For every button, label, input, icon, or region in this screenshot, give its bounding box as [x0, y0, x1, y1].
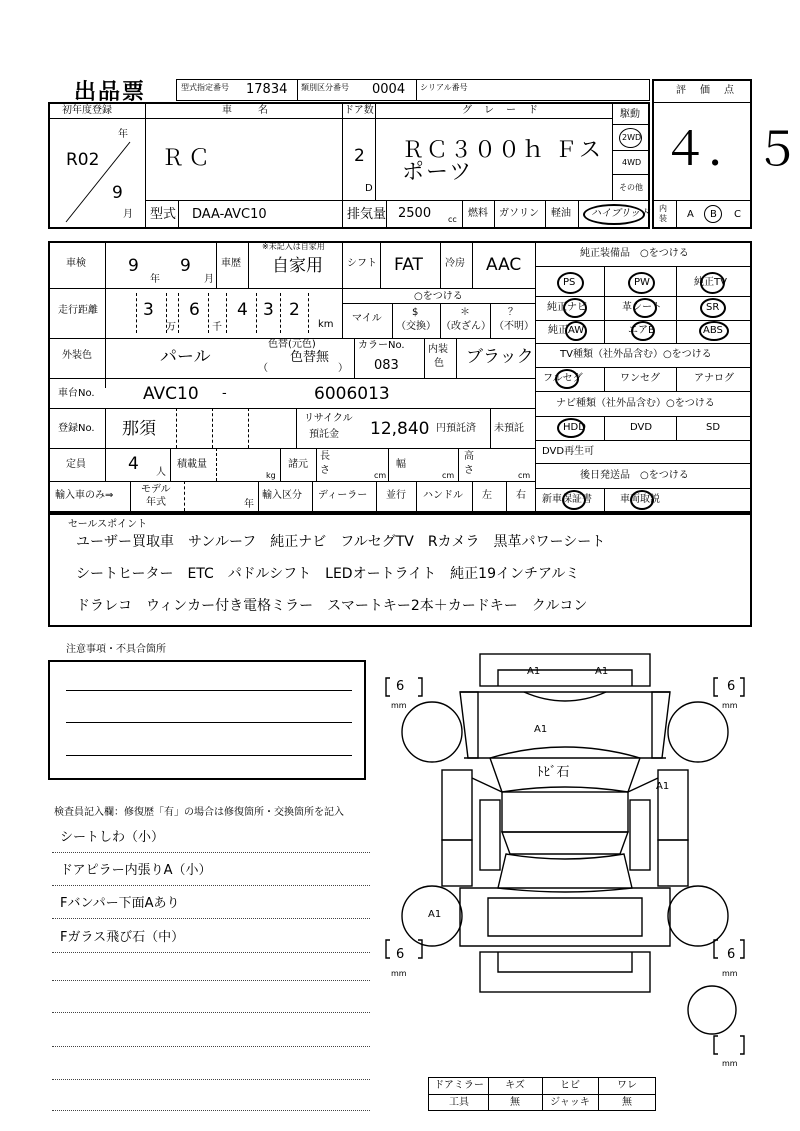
first-reg-year-unit: 年 — [118, 129, 128, 140]
interior-c: C — [734, 209, 741, 220]
tv-oneseg: ワンセグ — [620, 373, 660, 384]
navi-dvd-play: DVD再生可 — [542, 446, 595, 457]
inspector-item-4: Fガラス飛び石（中） — [60, 930, 185, 945]
notes-title: 注意事項・不具合箇所 — [66, 644, 166, 655]
interior-color-label2: 色 — [434, 358, 444, 369]
import-right: 右 — [516, 490, 526, 501]
inspector-title: 検査員記入欄：修復歴「有」の場合は修復箇所・交換箇所を記入 — [54, 807, 344, 818]
tire-fr-mm: mm — [722, 701, 738, 710]
equip-pw: PW — [634, 277, 650, 288]
mileage-digit-2: 6 — [189, 300, 200, 320]
car-name-value: ＲＣ — [162, 146, 215, 171]
chassis-label: 車台No. — [58, 388, 95, 399]
color-no-label: カラーNo. — [358, 340, 405, 351]
equip-ps-circle — [557, 272, 584, 294]
score-value: ４．５ — [662, 122, 800, 176]
mileage-unit: km — [318, 319, 334, 330]
class-no-value: 0004 — [372, 82, 406, 97]
tire-rr-depth: 6 — [727, 947, 736, 962]
fuel-label: 燃料 — [468, 208, 488, 219]
later-title: 後日発送品 ○をつける — [580, 470, 689, 481]
tv-title: TV種類（社外品含む）○をつける — [560, 349, 712, 360]
color-change-value: 色替無 — [290, 350, 330, 365]
equip-airbag: エアB — [628, 325, 655, 336]
chassis-dash: - — [222, 386, 227, 401]
grade-line1: ＲＣ３００ｈ Ｆス — [402, 138, 603, 163]
class-no-label: 類別区分番号 — [301, 83, 349, 92]
tire-fl-mm: mm — [391, 701, 407, 710]
navi-title: ナビ種類（社外品含む）○をつける — [556, 398, 715, 409]
later-warranty: 新車保証書 — [542, 494, 592, 505]
history-note: ※未記入は自家用 — [262, 242, 325, 251]
doors-label: ドア数 — [344, 105, 374, 116]
acc-cell-4: 無 — [622, 1097, 632, 1108]
import-parallel: 並行 — [386, 490, 406, 501]
interior-b: B — [710, 209, 717, 220]
mileage-altered-sym: ＊ — [460, 307, 470, 318]
recycle-label2: 預託金 — [309, 429, 339, 440]
tire-fl-depth: 6 — [396, 679, 405, 694]
equip-tv-circle — [700, 272, 725, 294]
sales-line-1: ユーザー買取車 サンルーフ 純正ナビ フルセグTV Rカメラ 黒革パワーシート — [76, 534, 606, 550]
capacity-value: 4 — [128, 454, 139, 474]
recycle-unit: 円預託済 — [436, 423, 476, 434]
doors-sub: D — [365, 183, 373, 194]
mileage-digit-5: 2 — [289, 300, 300, 320]
acc-cell-1: 工具 — [449, 1097, 469, 1108]
shift-label: シフト — [347, 258, 377, 269]
dims-width: 幅 — [396, 459, 406, 470]
capacity-unit: 人 — [156, 467, 166, 478]
model-value: DAA-AVC10 — [192, 207, 267, 222]
mileage-digit-1: 3 — [143, 300, 154, 320]
later-manual: 車両取説 — [620, 494, 660, 505]
color-value: パール — [160, 347, 211, 367]
tv-fullseg: フルセグ — [543, 373, 583, 384]
chassis-part2: 6006013 — [314, 384, 390, 404]
fuel-diesel: 軽油 — [551, 208, 571, 219]
color-label: 外装色 — [62, 350, 92, 361]
later-warranty-circle — [562, 490, 586, 510]
inspection-month: 9 — [180, 256, 191, 276]
dims-length: 長 — [320, 451, 330, 462]
equip-airbag-circle — [631, 321, 655, 341]
grade-label: グ レ ー ド — [462, 105, 539, 116]
sales-title: セールスポイント — [68, 519, 148, 530]
inspection-month-unit: 月 — [204, 274, 214, 285]
equip-abs-circle — [699, 321, 729, 341]
acc-header-4: ワレ — [617, 1080, 637, 1091]
inspection-label: 車検 — [66, 258, 86, 269]
import-model-label1: モデル — [141, 484, 171, 495]
mileage-label: 走行距離 — [58, 305, 98, 316]
recycle-value: 12,840 — [370, 419, 430, 439]
dims-width-unit: cm — [442, 471, 455, 480]
tire-rr-mm: mm — [722, 969, 738, 978]
first-reg-era: R02 — [66, 150, 100, 170]
fuel-hybrid-circle — [583, 204, 645, 225]
history-value: 自家用 — [272, 256, 323, 276]
dmg-label-2: A1 — [595, 666, 609, 677]
dmg-label-1: A1 — [527, 666, 541, 677]
interior-color-label1: 内装 — [428, 344, 448, 355]
acc-header-1: ドアミラー — [434, 1080, 484, 1091]
mileage-exchange-sym: $ — [412, 307, 419, 318]
tire-rl-depth: 6 — [396, 947, 405, 962]
grade-line2: ポーツ — [402, 160, 474, 185]
acc-cell-3: ジャッキ — [550, 1097, 590, 1108]
tire-rl-mm: mm — [391, 969, 407, 978]
recycle-label1: リサイクル — [304, 413, 353, 424]
equip-aw: 純正AW — [548, 325, 585, 336]
first-reg-month-unit: 月 — [123, 209, 133, 220]
equipment-title: 純正装備品 ○をつける — [580, 248, 689, 259]
navi-hdd: HDD — [563, 422, 586, 433]
registration-label: 登録No. — [58, 423, 95, 434]
import-model-label2: 年式 — [146, 497, 166, 508]
dims-height-sa: さ — [464, 465, 474, 476]
equip-leather-circle — [633, 298, 657, 318]
drive-2wd: 2WD — [622, 133, 642, 142]
equip-aw-circle — [565, 321, 587, 341]
cooler-label: 冷房 — [445, 258, 465, 269]
acc-header-3: ヒビ — [560, 1080, 580, 1091]
tire-spare-mm: mm — [722, 1059, 738, 1068]
equip-abs: ABS — [703, 325, 723, 336]
displacement-unit: cc — [448, 215, 457, 224]
model-label: 型式 — [150, 207, 177, 222]
tv-fullseg-circle — [555, 369, 579, 389]
import-dealer: ディーラー — [318, 490, 368, 501]
serial-label: シリアル番号 — [420, 83, 468, 92]
mileage-digit-3: 4 — [237, 300, 248, 320]
equip-ps: PS — [563, 277, 576, 288]
color-change-label: 色替(元色) — [268, 339, 316, 350]
drive-2wd-circle — [619, 128, 642, 148]
mileage-man: 万 — [166, 322, 176, 333]
recycle-pending: 未預託 — [494, 423, 524, 434]
history-label: 車歴 — [221, 258, 241, 269]
dmg-label-4: ﾄﾋﾞ石 — [537, 765, 570, 780]
doors-value: 2 — [354, 146, 365, 166]
sales-line-2: シートヒーター ETC パドルシフト LEDオートライト 純正19インチアルミ — [76, 566, 580, 582]
navi-dvd: DVD — [630, 422, 653, 433]
import-label: 輸入車のみ⇒ — [55, 490, 114, 501]
navi-hdd-circle — [557, 418, 585, 438]
score-label: 評 価 点 — [676, 85, 736, 96]
color-no-value: 083 — [374, 358, 399, 373]
navi-sd: SD — [706, 422, 721, 433]
equip-tv: 純正TV — [694, 277, 727, 288]
inspector-item-3: Fバンパー下面Aあり — [60, 896, 180, 911]
mileage-circle-note: ○をつける — [414, 291, 463, 302]
shift-value: FAT — [394, 255, 423, 275]
tire-fr-depth: 6 — [727, 679, 736, 694]
car-name-label: 車 名 — [222, 105, 270, 116]
inspector-item-1: シートしわ（小） — [60, 830, 165, 845]
mileage-unknown: （不明） — [494, 321, 534, 332]
mileage-digit-4: 3 — [263, 300, 274, 320]
later-manual-circle — [630, 490, 654, 510]
import-cat-label: 輸入区分 — [262, 490, 302, 501]
acc-header-2: キズ — [505, 1080, 525, 1091]
acc-cell-2: 無 — [510, 1097, 520, 1108]
dims-length-sa: さ — [320, 465, 330, 476]
dmg-label-6: A1 — [428, 909, 442, 920]
import-left: 左 — [482, 490, 492, 501]
displacement-label: 排気量 — [347, 207, 387, 222]
type-no-value: 17834 — [246, 82, 288, 97]
notes-box — [48, 660, 366, 780]
first-reg-label: 初年度登録 — [62, 105, 112, 116]
cooler-value: AAC — [486, 255, 522, 275]
first-reg-month: 9 — [112, 183, 123, 203]
sales-line-3: ドラレコ ウィンカー付き電格ミラー スマートキー2本＋カードキー クルコン — [76, 598, 588, 614]
drive-label: 駆動 — [620, 109, 640, 120]
import-year-unit: 年 — [244, 499, 254, 510]
chassis-part1: AVC10 — [143, 384, 199, 404]
mileage-unknown-sym: ？ — [508, 307, 518, 318]
capacity-label: 定員 — [66, 459, 86, 470]
equip-pw-circle — [628, 272, 655, 294]
interior-label: 内装 — [659, 204, 667, 223]
mileage-altered: （改ざん） — [441, 321, 491, 332]
load-unit: kg — [266, 471, 276, 480]
interior-a: A — [687, 209, 694, 220]
dims-height-unit: cm — [518, 471, 531, 480]
equip-sr-circle — [700, 298, 726, 318]
dmg-label-5: A1 — [656, 781, 670, 792]
fuel-hybrid: ハイブリッド — [591, 208, 650, 219]
color-change-paren: （ ） — [258, 363, 348, 374]
inspector-item-2: ドアピラー内張りA（小） — [60, 863, 212, 878]
drive-other: その他 — [619, 183, 643, 192]
fuel-gasoline: ガソリン — [499, 208, 539, 219]
mileage-mile: マイル — [352, 313, 382, 324]
dims-length-unit: cm — [374, 471, 387, 480]
equip-leather: 革シート — [622, 302, 662, 313]
load-label: 積載量 — [177, 459, 207, 470]
inspection-year-unit: 年 — [150, 274, 160, 285]
drive-4wd: 4WD — [622, 158, 642, 167]
registration-value: 那須 — [122, 419, 156, 439]
interior-b-circle — [704, 205, 722, 223]
mileage-sen: 千 — [212, 322, 222, 333]
dmg-label-3: A1 — [534, 724, 548, 735]
type-no-label: 型式指定番号 — [181, 83, 229, 92]
inspection-year: 9 — [128, 256, 139, 276]
displacement-value: 2500 — [398, 206, 432, 221]
import-handle: ハンドル — [423, 490, 463, 501]
mileage-exchange: （交換） — [396, 321, 436, 332]
dims-label: 諸元 — [288, 459, 308, 470]
page-title: 出品票 — [74, 80, 147, 105]
equip-navi-circle — [563, 298, 587, 318]
equip-sr: SR — [706, 302, 720, 313]
car-damage-diagram — [380, 640, 750, 1060]
tv-analog: アナログ — [694, 373, 734, 384]
dims-height: 高 — [464, 451, 474, 462]
equip-navi: 純正ナビ — [547, 302, 587, 313]
interior-color-value: ブラック — [466, 347, 534, 367]
